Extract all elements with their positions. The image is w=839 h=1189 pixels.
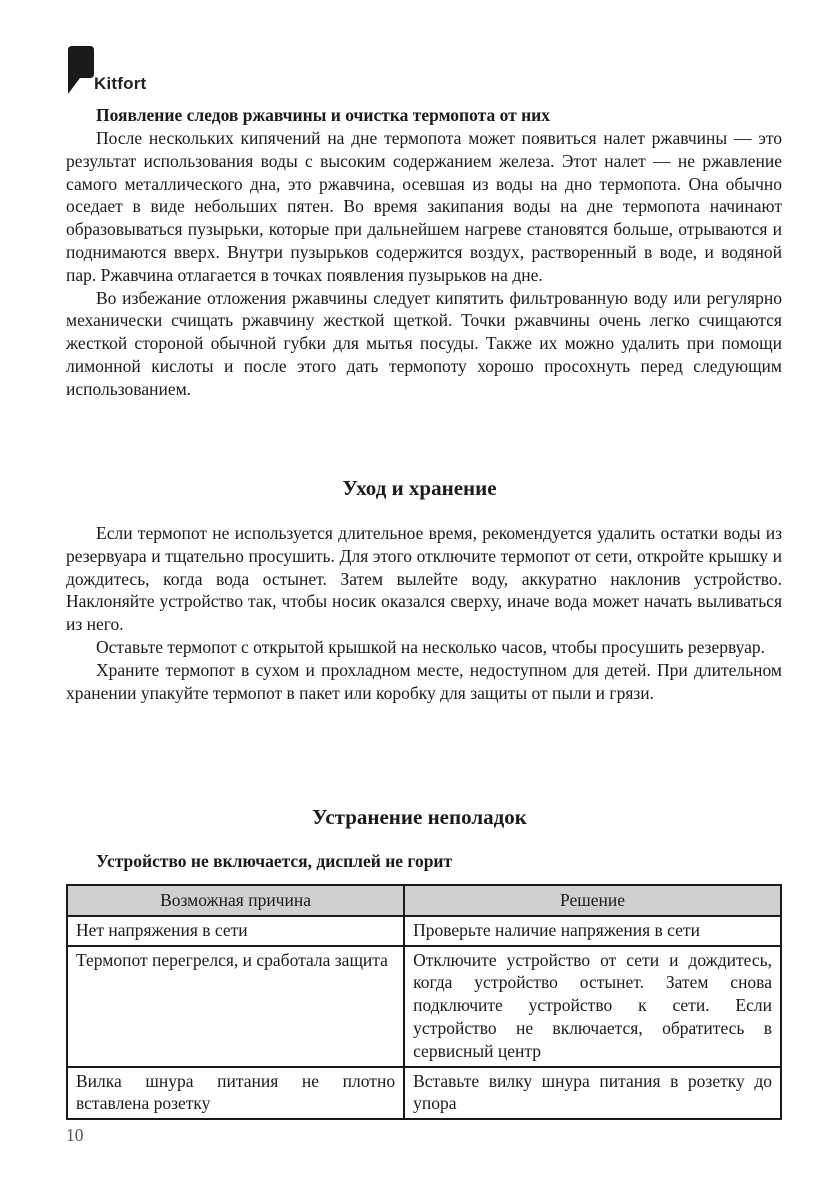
rust-paragraph-2: Во избежание отложения ржавчины следует кипятить фильтрованную воду или регулярно механически счищать ржавчину жесткой щеткой. Точки ржавчины очень легко счищаются жесткой стороной обычной губки для мытья посуды. Также их можно удалить при помощи лимонной кислоты и после этого дать термопоту хорошо просохнуть перед следующим использованием.	[66, 287, 782, 399]
rust-section-body	[66, 127, 782, 401]
care-paragraph-2: Оставьте термопот с открытой крышкой на несколько часов, чтобы просушить резервуар.	[96, 636, 766, 657]
cause-cell: Вилка шнура питания не плотно вставлена розетку	[67, 1067, 404, 1120]
cause-cell: Нет напряжения в сети	[67, 916, 404, 946]
page-number: 10	[66, 1125, 84, 1145]
rust-paragraph-1: После нескольких кипячений на дне термопота может появиться налет ржавчины — это результат использования воды с высоким содержанием железа. Этот налет — не ржавление самого металлического дна, это ржавчина, осевшая из воды на дно термопота. Она обычно оседает в виде небольших пятен. Во время закипания воды на дне термопота начинают образовываться пузырьки, которые при дальнейшем нагреве становятся больше, отрываются и поднимаются вверх. Внутри пузырьков содержится воздух, растворенный в воде, и водяной пар. Ржавчина отлагается в точках появления пузырьков на дне.	[66, 128, 782, 285]
table-header-row	[67, 885, 781, 916]
cause-cell: Термопот перегрелся, и сработала защита	[67, 946, 404, 1067]
troubleshooting-subheading: Устройство не включается, дисплей не горит	[96, 851, 453, 871]
column-header-solution: Решение	[404, 885, 781, 916]
care-section-title: Уход и хранение	[342, 476, 497, 500]
kitfort-logo-mark-icon	[66, 44, 96, 96]
rust-section-heading: Появление следов ржавчины и очистка термопота от них	[96, 105, 550, 125]
table-row	[67, 916, 781, 946]
troubleshooting-table	[66, 884, 782, 1120]
brand-name: Kitfort	[94, 74, 147, 93]
care-paragraph-3: Храните термопот в сухом и прохладном месте, недоступном для детей. При длительном хранении упакуйте термопот в пакет или коробку для защиты от пыли и грязи.	[66, 659, 782, 703]
care-section-body	[66, 522, 782, 704]
solution-cell: Отключите устройство от сети и дождитесь, когда устройство остынет. Затем снова подключите устройство к сети. Если устройство не включается, обратитесь в сервисный центр	[404, 946, 781, 1067]
column-header-cause: Возможная причина	[67, 885, 404, 916]
troubleshooting-title: Устранение неполадок	[312, 805, 527, 829]
care-paragraph-1: Если термопот не используется длительное время, рекомендуется удалить остатки воды из резервуара и тщательно просушить. Для этого отключите термопот от сети, откройте крышку и дождитесь, когда вода остынет. Затем вылейте воду, аккуратно наклонив устройство. Наклоняйте устройство так, чтобы носик оказался сверху, иначе вода может начать выливаться из него.	[66, 523, 782, 635]
solution-cell: Вставьте вилку шнура питания в розетку до упора	[404, 1067, 781, 1120]
table-row	[67, 1067, 781, 1120]
table-row	[67, 946, 781, 1067]
solution-cell: Проверьте наличие напряжения в сети	[404, 916, 781, 946]
